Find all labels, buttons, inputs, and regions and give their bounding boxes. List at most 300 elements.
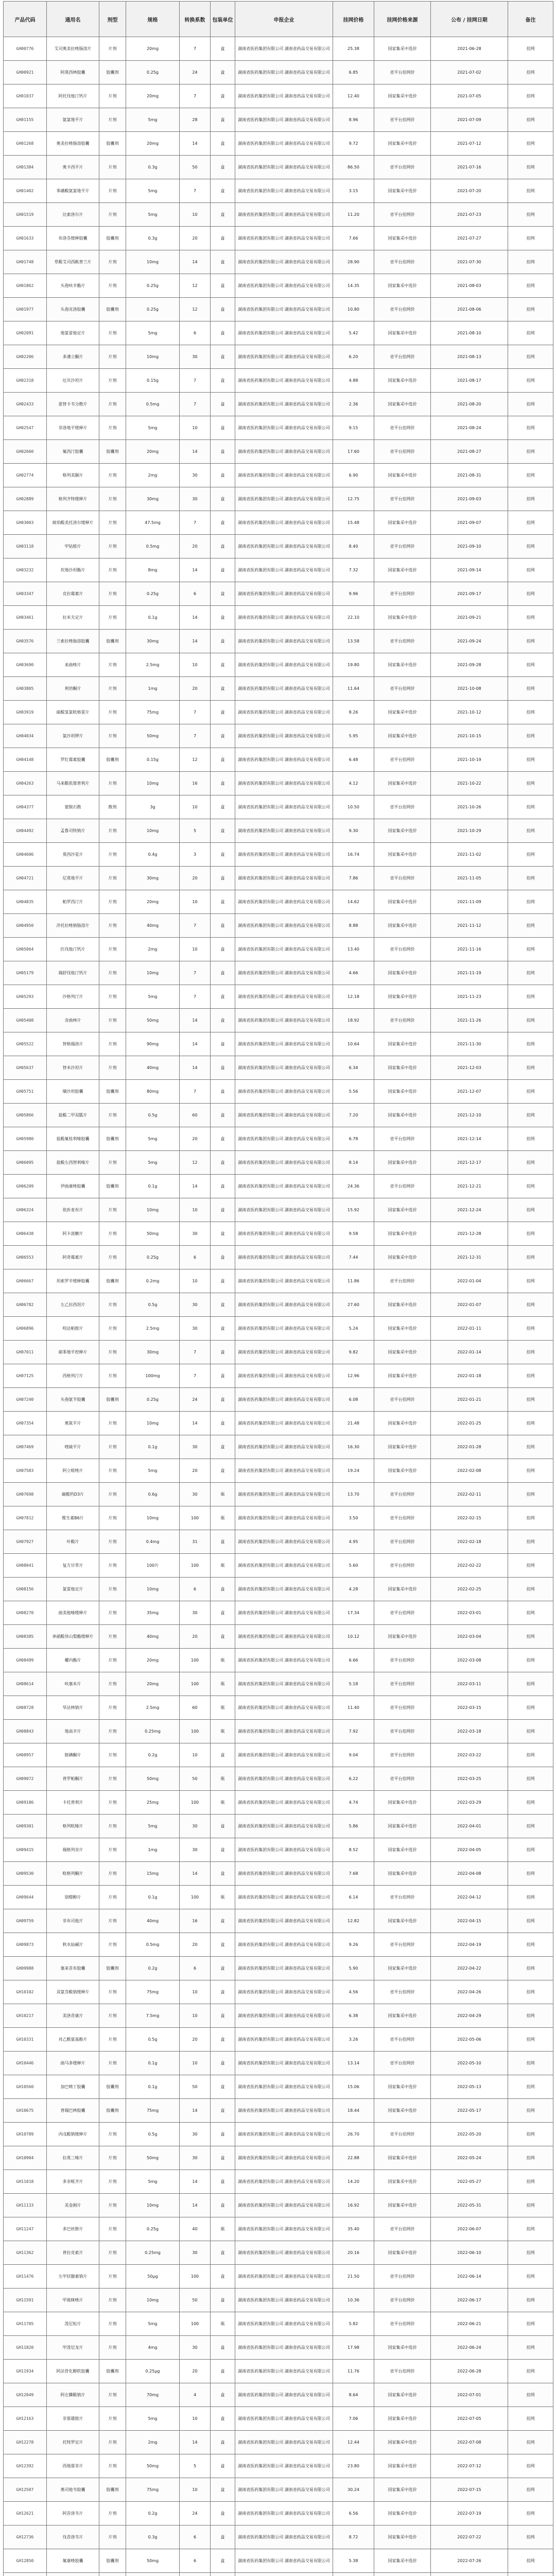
- cell-publish-date: 2022-07-22: [431, 2526, 508, 2549]
- cell-product-code: GH03690: [4, 653, 47, 677]
- cell-remarks: 挂网: [508, 843, 553, 867]
- cell-declaring-company: 湖南省医药集团有限公司 湖南省药品交易有限公司: [235, 1649, 333, 1672]
- cell-price-source: 国家集采中选价: [374, 132, 431, 156]
- cell-publish-date: 2022-04-15: [431, 1909, 508, 1933]
- cell-package-unit: 瓶: [211, 1672, 235, 1696]
- cell-publish-date: 2022-05-27: [431, 2170, 508, 2194]
- cell-declaring-company: 湖南省医药集团有限公司 湖南省药品交易有限公司: [235, 298, 333, 321]
- cell-price-source: 国家集采中选价: [374, 1815, 431, 1838]
- cell-product-code: GH07698: [4, 1483, 47, 1506]
- cell-listed-price: 11.20: [333, 203, 374, 227]
- cell-package-unit: 盒: [211, 558, 235, 582]
- cell-generic-name: 非洛地平缓释片: [47, 416, 99, 440]
- cell-listed-price: 11.86: [333, 1269, 374, 1293]
- cell-specification: 2mg: [126, 938, 180, 961]
- cell-specification: 0.1g: [126, 1435, 180, 1459]
- cell-declaring-company: 湖南省医药集团有限公司 湖南省药品交易有限公司: [235, 2265, 333, 2289]
- cell-generic-name: 氯雷他定片: [47, 1578, 99, 1601]
- cell-remarks: 挂网: [508, 1459, 553, 1483]
- cell-package-unit: 盒: [211, 2123, 235, 2146]
- cell-remarks: 挂网: [508, 1269, 553, 1293]
- cell-product-code: GH02547: [4, 416, 47, 440]
- cell-listed-price: 8.52: [333, 1838, 374, 1862]
- cell-specification: 0.25g: [126, 298, 180, 321]
- cell-listed-price: 5.95: [333, 724, 374, 748]
- cell-dosage-form: 片剂: [99, 938, 126, 961]
- cell-declaring-company: 湖南省医药集团有限公司 湖南省药品交易有限公司: [235, 535, 333, 558]
- cell-listed-price: 18.92: [333, 1009, 374, 1032]
- cell-dosage-form: 胶囊剂: [99, 61, 126, 84]
- cell-package-unit: 盒: [211, 1388, 235, 1412]
- cell-declaring-company: 湖南省医药集团有限公司 湖南省药品交易有限公司: [235, 345, 333, 369]
- header-product-code: 产品代码: [4, 2, 47, 37]
- cell-generic-name: 恩替卡韦分散片: [47, 393, 99, 416]
- cell-price-source: 国家集采中选价: [374, 819, 431, 843]
- cell-product-code: GH06209: [4, 1175, 47, 1198]
- cell-declaring-company: 湖南省医药集团有限公司 湖南省药品交易有限公司: [235, 511, 333, 535]
- cell-generic-name: 非那雄胺片: [47, 2407, 99, 2431]
- cell-generic-name: 蒙脱石散: [47, 795, 99, 819]
- cell-price-source: 国家集采中选价: [374, 1578, 431, 1601]
- cell-package-unit: 盒: [211, 2526, 235, 2549]
- cell-generic-name: 卡托普利片: [47, 1791, 99, 1815]
- cell-publish-date: 2022-02-22: [431, 1554, 508, 1578]
- cell-listed-price: 5.60: [333, 1554, 374, 1578]
- cell-declaring-company: 湖南省医药集团有限公司 湖南省药品交易有限公司: [235, 2454, 333, 2478]
- cell-publish-date: 2021-09-28: [431, 653, 508, 677]
- cell-package-unit: 盒: [211, 2004, 235, 2028]
- cell-price-source: 国家集采中选价: [374, 2502, 431, 2526]
- table-row: [4, 511, 553, 535]
- cell-publish-date: 2021-10-19: [431, 748, 508, 772]
- cell-dosage-form: 胶囊剂: [99, 630, 126, 653]
- cell-remarks: 挂网: [508, 2383, 553, 2407]
- cell-generic-name: 托特罗定片: [47, 2431, 99, 2454]
- cell-generic-name: 阿奇霉素片: [47, 1246, 99, 1269]
- cell-listed-price: 10.50: [333, 795, 374, 819]
- table-row: [4, 2170, 553, 2194]
- cell-package-unit: 盒: [211, 867, 235, 890]
- cell-listed-price: 23.80: [333, 2454, 374, 2478]
- cell-listed-price: 6.38: [333, 2004, 374, 2028]
- cell-remarks: 挂网: [508, 156, 553, 179]
- cell-price-source: 省平台挂网价: [374, 582, 431, 606]
- cell-conversion-factor: 20: [180, 1127, 211, 1151]
- table-row: [4, 393, 553, 416]
- cell-generic-name: 呋塞米片: [47, 1672, 99, 1696]
- cell-listed-price: 8.88: [333, 914, 374, 938]
- cell-specification: 10mg: [126, 1506, 180, 1530]
- cell-remarks: 挂网: [508, 1222, 553, 1246]
- cell-product-code: GH10789: [4, 2123, 47, 2146]
- cell-product-code: GH07927: [4, 1530, 47, 1554]
- cell-remarks: 挂网: [508, 1838, 553, 1862]
- cell-dosage-form: 片剂: [99, 274, 126, 298]
- cell-product-code: GH01155: [4, 108, 47, 132]
- cell-publish-date: 2022-02-08: [431, 1459, 508, 1483]
- cell-declaring-company: 湖南省医药集团有限公司 湖南省药品交易有限公司: [235, 1127, 333, 1151]
- cell-specification: 0.1g: [126, 2075, 180, 2099]
- cell-generic-name: 美洛昔康片: [47, 2004, 99, 2028]
- cell-conversion-factor: 30: [180, 2146, 211, 2170]
- cell-declaring-company: 湖南省医药集团有限公司 湖南省药品交易有限公司: [235, 369, 333, 393]
- cell-package-unit: 盒: [211, 2360, 235, 2383]
- cell-declaring-company: 湖南省医药集团有限公司 湖南省药品交易有限公司: [235, 772, 333, 795]
- cell-declaring-company: 湖南省医药集团有限公司 湖南省药品交易有限公司: [235, 1388, 333, 1412]
- cell-conversion-factor: 7: [180, 1080, 211, 1104]
- cell-declaring-company: 湖南省医药集团有限公司 湖南省药品交易有限公司: [235, 61, 333, 84]
- cell-price-source: 国家集采中选价: [374, 1435, 431, 1459]
- cell-package-unit: 瓶: [211, 1696, 235, 1720]
- cell-listed-price: 24.36: [333, 1175, 374, 1198]
- cell-package-unit: 盒: [211, 1080, 235, 1104]
- cell-conversion-factor: 7: [180, 393, 211, 416]
- cell-specification: 5mg: [126, 1127, 180, 1151]
- cell-publish-date: 2022-03-25: [431, 1767, 508, 1791]
- cell-remarks: 挂网: [508, 1649, 553, 1672]
- cell-publish-date: 2021-07-09: [431, 108, 508, 132]
- cell-remarks: 挂网: [508, 2289, 553, 2312]
- cell-package-unit: 瓶: [211, 1720, 235, 1743]
- cell-conversion-factor: 100: [180, 1649, 211, 1672]
- cell-dosage-form: 片剂: [99, 1815, 126, 1838]
- cell-specification: 47.5mg: [126, 511, 180, 535]
- table-row: [4, 748, 553, 772]
- cell-listed-price: 6.66: [333, 1649, 374, 1672]
- cell-specification: 10mg: [126, 1578, 180, 1601]
- cell-listed-price: 5.18: [333, 1672, 374, 1696]
- cell-product-code: GH03805: [4, 677, 47, 701]
- cell-package-unit: 盒: [211, 1838, 235, 1862]
- cell-listed-price: 13.40: [333, 938, 374, 961]
- cell-dosage-form: 片剂: [99, 2383, 126, 2407]
- cell-declaring-company: 湖南省医药集团有限公司 湖南省药品交易有限公司: [235, 653, 333, 677]
- cell-conversion-factor: 20: [180, 2028, 211, 2052]
- cell-package-unit: 盒: [211, 843, 235, 867]
- cell-listed-price: 9.26: [333, 1933, 374, 1957]
- cell-remarks: 挂网: [508, 1767, 553, 1791]
- cell-generic-name: 沙格列汀片: [47, 985, 99, 1009]
- cell-product-code: GH05522: [4, 1032, 47, 1056]
- header-listed-price: 挂网价格: [333, 2, 374, 37]
- cell-declaring-company: 湖南省医药集团有限公司 湖南省药品交易有限公司: [235, 1056, 333, 1080]
- cell-listed-price: 12.96: [333, 1364, 374, 1388]
- cell-package-unit: 盒: [211, 2052, 235, 2075]
- cell-declaring-company: 湖南省医药集团有限公司 湖南省药品交易有限公司: [235, 914, 333, 938]
- cell-declaring-company: 湖南省医药集团有限公司 湖南省药品交易有限公司: [235, 1886, 333, 1909]
- cell-price-source: 国家集采中选价: [374, 772, 431, 795]
- cell-price-source: 国家集采中选价: [374, 179, 431, 203]
- cell-price-source: 国家集采中选价: [374, 2336, 431, 2360]
- cell-dosage-form: 片剂: [99, 2123, 126, 2146]
- table-row: [4, 1151, 553, 1175]
- table-row: [4, 1293, 553, 1317]
- cell-price-source: 国家集采中选价: [374, 37, 431, 61]
- cell-specification: 10mg: [126, 345, 180, 369]
- cell-dosage-form: 片剂: [99, 1293, 126, 1317]
- table-row: [4, 1009, 553, 1032]
- cell-dosage-form: 片剂: [99, 606, 126, 630]
- cell-publish-date: 2022-07-05: [431, 2407, 508, 2431]
- cell-conversion-factor: 14: [180, 558, 211, 582]
- cell-publish-date: 2021-09-24: [431, 630, 508, 653]
- cell-generic-name: 盐酸二甲双胍片: [47, 1104, 99, 1127]
- cell-price-source: 省平台挂网价: [374, 630, 431, 653]
- cell-remarks: 挂网: [508, 748, 553, 772]
- cell-conversion-factor: 14: [180, 250, 211, 274]
- cell-dosage-form: 片剂: [99, 1933, 126, 1957]
- cell-generic-name: 曲美他嗪缓释片: [47, 1601, 99, 1625]
- cell-remarks: 挂网: [508, 582, 553, 606]
- cell-conversion-factor: 10: [180, 2478, 211, 2502]
- cell-remarks: 挂网: [508, 1980, 553, 2004]
- cell-remarks: 挂网: [508, 2360, 553, 2383]
- table-row: [4, 1578, 553, 1601]
- cell-listed-price: 13.14: [333, 2052, 374, 2075]
- table-row: [4, 938, 553, 961]
- cell-conversion-factor: 100: [180, 1554, 211, 1578]
- table-row: [4, 1222, 553, 1246]
- cell-remarks: 挂网: [508, 1151, 553, 1175]
- cell-price-source: 国家集采中选价: [374, 2478, 431, 2502]
- cell-declaring-company: 湖南省医药集团有限公司 湖南省药品交易有限公司: [235, 985, 333, 1009]
- table-row: [4, 2407, 553, 2431]
- cell-remarks: 挂网: [508, 1364, 553, 1388]
- cell-generic-name: 孟鲁司特钠片: [47, 819, 99, 843]
- cell-publish-date: 2021-07-05: [431, 84, 508, 108]
- cell-listed-price: 17.60: [333, 440, 374, 464]
- cell-product-code: GH06896: [4, 1317, 47, 1341]
- cell-specification: 5mg: [126, 985, 180, 1009]
- cell-conversion-factor: 16: [180, 772, 211, 795]
- cell-package-unit: 盒: [211, 416, 235, 440]
- cell-specification: 50mg: [126, 2454, 180, 2478]
- cell-product-code: GH04492: [4, 819, 47, 843]
- cell-conversion-factor: 7: [180, 985, 211, 1009]
- cell-remarks: 挂网: [508, 1056, 553, 1080]
- cell-product-code: GH05064: [4, 938, 47, 961]
- cell-price-source: 省平台挂网价: [374, 1601, 431, 1625]
- table-row: [4, 1672, 553, 1696]
- cell-price-source: 国家集采中选价: [374, 1246, 431, 1269]
- cell-package-unit: 瓶: [211, 1506, 235, 1530]
- header-declaring-company: 申报企业: [235, 2, 333, 37]
- cell-package-unit: 盒: [211, 511, 235, 535]
- cell-package-unit: 盒: [211, 2028, 235, 2052]
- cell-listed-price: 26.70: [333, 2123, 374, 2146]
- cell-generic-name: 布洛芬缓释胶囊: [47, 227, 99, 250]
- cell-price-source: 国家集采中选价: [374, 1104, 431, 1127]
- cell-product-code: GH01037: [4, 84, 47, 108]
- cell-publish-date: 2021-12-21: [431, 1175, 508, 1198]
- cell-generic-name: 舍曲林片: [47, 1009, 99, 1032]
- cell-package-unit: 盒: [211, 369, 235, 393]
- table-row: [4, 2028, 553, 2052]
- cell-generic-name: 吡格列酮片: [47, 1862, 99, 1886]
- cell-declaring-company: 湖南省医药集团有限公司 湖南省药品交易有限公司: [235, 2170, 333, 2194]
- cell-declaring-company: 湖南省医药集团有限公司 湖南省药品交易有限公司: [235, 2004, 333, 2028]
- cell-generic-name: 草酸艾司西酞普兰片: [47, 250, 99, 274]
- cell-specification: 5mg: [126, 2170, 180, 2194]
- cell-declaring-company: 湖南省医药集团有限公司 湖南省药品交易有限公司: [235, 1791, 333, 1815]
- cell-publish-date: 2021-07-02: [431, 61, 508, 84]
- cell-product-code: GH08270: [4, 1601, 47, 1625]
- cell-package-unit: 盒: [211, 985, 235, 1009]
- cell-generic-name: 阿卡波糖片: [47, 1222, 99, 1246]
- cell-price-source: 省平台挂网价: [374, 1767, 431, 1791]
- cell-product-code: GH09644: [4, 1886, 47, 1909]
- cell-remarks: 挂网: [508, 511, 553, 535]
- cell-conversion-factor: 100: [180, 2265, 211, 2289]
- cell-remarks: 挂网: [508, 227, 553, 250]
- cell-package-unit: 盒: [211, 2265, 235, 2289]
- cell-price-source: 国家集采中选价: [374, 914, 431, 938]
- cell-product-code: GH05866: [4, 1104, 47, 1127]
- cell-dosage-form: 片剂: [99, 1483, 126, 1506]
- cell-listed-price: 12.18: [333, 985, 374, 1009]
- header-dosage-form: 剂型: [99, 2, 126, 37]
- cell-dosage-form: 片剂: [99, 1009, 126, 1032]
- cell-generic-name: 氟康唑胶囊: [47, 2549, 99, 2573]
- cell-generic-name: 维生素B6片: [47, 1506, 99, 1530]
- cell-conversion-factor: 10: [180, 1980, 211, 2004]
- cell-product-code: GH02660: [4, 440, 47, 464]
- table-row: [4, 2075, 553, 2099]
- cell-price-source: 国家集采中选价: [374, 843, 431, 867]
- cell-product-code: GH09072: [4, 1767, 47, 1791]
- cell-generic-name: 氯沙坦钾片: [47, 724, 99, 748]
- cell-specification: 5mg: [126, 108, 180, 132]
- cell-package-unit: 盒: [211, 179, 235, 203]
- cell-publish-date: 2022-03-15: [431, 1696, 508, 1720]
- cell-product-code: GH02774: [4, 464, 47, 487]
- cell-dosage-form: 片剂: [99, 582, 126, 606]
- cell-generic-name: 盐酸氟桂利嗪胶囊: [47, 1127, 99, 1151]
- cell-publish-date: 2022-03-22: [431, 1743, 508, 1767]
- cell-specification: 7.5mg: [126, 2004, 180, 2028]
- cell-dosage-form: 片剂: [99, 867, 126, 890]
- cell-publish-date: 2021-10-15: [431, 724, 508, 748]
- cell-conversion-factor: 20: [180, 677, 211, 701]
- cell-specification: 40mg: [126, 914, 180, 938]
- cell-remarks: 挂网: [508, 1341, 553, 1364]
- cell-publish-date: 2022-02-11: [431, 1483, 508, 1506]
- cell-dosage-form: 片剂: [99, 772, 126, 795]
- cell-dosage-form: 片剂: [99, 2265, 126, 2289]
- cell-conversion-factor: 10: [180, 1198, 211, 1222]
- cell-publish-date: 2022-03-01: [431, 1601, 508, 1625]
- cell-remarks: 挂网: [508, 2194, 553, 2217]
- cell-price-source: 国家集采中选价: [374, 84, 431, 108]
- table-row: [4, 84, 553, 108]
- cell-conversion-factor: 14: [180, 1175, 211, 1198]
- cell-listed-price: 21.50: [333, 2265, 374, 2289]
- cell-price-source: 省平台挂网价: [374, 1649, 431, 1672]
- cell-product-code: GH10560: [4, 2075, 47, 2099]
- cell-remarks: 挂网: [508, 1578, 553, 1601]
- cell-dosage-form: 片剂: [99, 1222, 126, 1246]
- cell-specification: 10mg: [126, 2194, 180, 2217]
- cell-package-unit: 盒: [211, 1578, 235, 1601]
- cell-remarks: 挂网: [508, 487, 553, 511]
- cell-remarks: 挂网: [508, 1032, 553, 1056]
- cell-product-code: GH10102: [4, 1980, 47, 2004]
- cell-product-code: GH10446: [4, 2052, 47, 2075]
- cell-listed-price: 15.92: [333, 1198, 374, 1222]
- cell-package-unit: 盒: [211, 1127, 235, 1151]
- cell-conversion-factor: 16: [180, 1909, 211, 1933]
- cell-remarks: 挂网: [508, 1625, 553, 1649]
- cell-specification: 10mg: [126, 819, 180, 843]
- cell-dosage-form: 片剂: [99, 84, 126, 108]
- cell-listed-price: 3.26: [333, 2028, 374, 2052]
- cell-publish-date: 2021-09-17: [431, 582, 508, 606]
- cell-price-source: 省平台挂网价: [374, 61, 431, 84]
- cell-listed-price: 6.22: [333, 1767, 374, 1791]
- cell-price-source: 省平台挂网价: [374, 1554, 431, 1578]
- cell-remarks: 挂网: [508, 1530, 553, 1554]
- table-row: [4, 1554, 553, 1578]
- cell-remarks: 挂网: [508, 795, 553, 819]
- cell-listed-price: 11.40: [333, 1696, 374, 1720]
- table-row: [4, 1791, 553, 1815]
- cell-package-unit: 瓶: [211, 2217, 235, 2241]
- cell-package-unit: 盒: [211, 701, 235, 724]
- cell-specification: 2.5mg: [126, 1696, 180, 1720]
- cell-price-source: 国家集采中选价: [374, 393, 431, 416]
- cell-declaring-company: [235, 2573, 333, 2576]
- cell-product-code: GH05637: [4, 1056, 47, 1080]
- table-row: [4, 961, 553, 985]
- cell-dosage-form: 片剂: [99, 2146, 126, 2170]
- cell-remarks: 挂网: [508, 84, 553, 108]
- cell-package-unit: 盒: [211, 2383, 235, 2407]
- cell-remarks: 挂网: [508, 1601, 553, 1625]
- cell-specification: 8mg: [126, 558, 180, 582]
- cell-listed-price: 14.62: [333, 890, 374, 914]
- cell-publish-date: 2021-10-12: [431, 701, 508, 724]
- cell-price-source: 省平台挂网价: [374, 108, 431, 132]
- cell-publish-date: 2022-03-04: [431, 1625, 508, 1649]
- cell-package-unit: 盒: [211, 2478, 235, 2502]
- cell-publish-date: 2022-06-07: [431, 2217, 508, 2241]
- cell-product-code: GH04377: [4, 795, 47, 819]
- cell-product-code: GH11133: [4, 2194, 47, 2217]
- cell-conversion-factor: 50: [180, 2075, 211, 2099]
- cell-dosage-form: 片剂: [99, 1909, 126, 1933]
- cell-package-unit: 盒: [211, 1862, 235, 1886]
- cell-declaring-company: 湖南省医药集团有限公司 湖南省药品交易有限公司: [235, 2336, 333, 2360]
- cell-package-unit: 盒: [211, 748, 235, 772]
- cell-publish-date: 2022-06-14: [431, 2265, 508, 2289]
- cell-conversion-factor: 10: [180, 203, 211, 227]
- cell-conversion-factor: 10: [180, 2407, 211, 2431]
- cell-product-code: GH06667: [4, 1269, 47, 1293]
- cell-dosage-form: 片剂: [99, 1104, 126, 1127]
- table-row: [4, 819, 553, 843]
- cell-package-unit: 盒: [211, 653, 235, 677]
- cell-package-unit: 盒: [211, 1293, 235, 1317]
- cell-price-source: 省平台挂网价: [374, 2217, 431, 2241]
- cell-conversion-factor: 14: [180, 1009, 211, 1032]
- table-row: [4, 1269, 553, 1293]
- cell-listed-price: 5.42: [333, 321, 374, 345]
- cell-price-source: 省平台挂网价: [374, 298, 431, 321]
- cell-publish-date: 2022-01-18: [431, 1364, 508, 1388]
- cell-dosage-form: 片剂: [99, 1696, 126, 1720]
- cell-product-code: GH11362: [4, 2241, 47, 2265]
- cell-price-source: 省平台挂网价: [374, 2052, 431, 2075]
